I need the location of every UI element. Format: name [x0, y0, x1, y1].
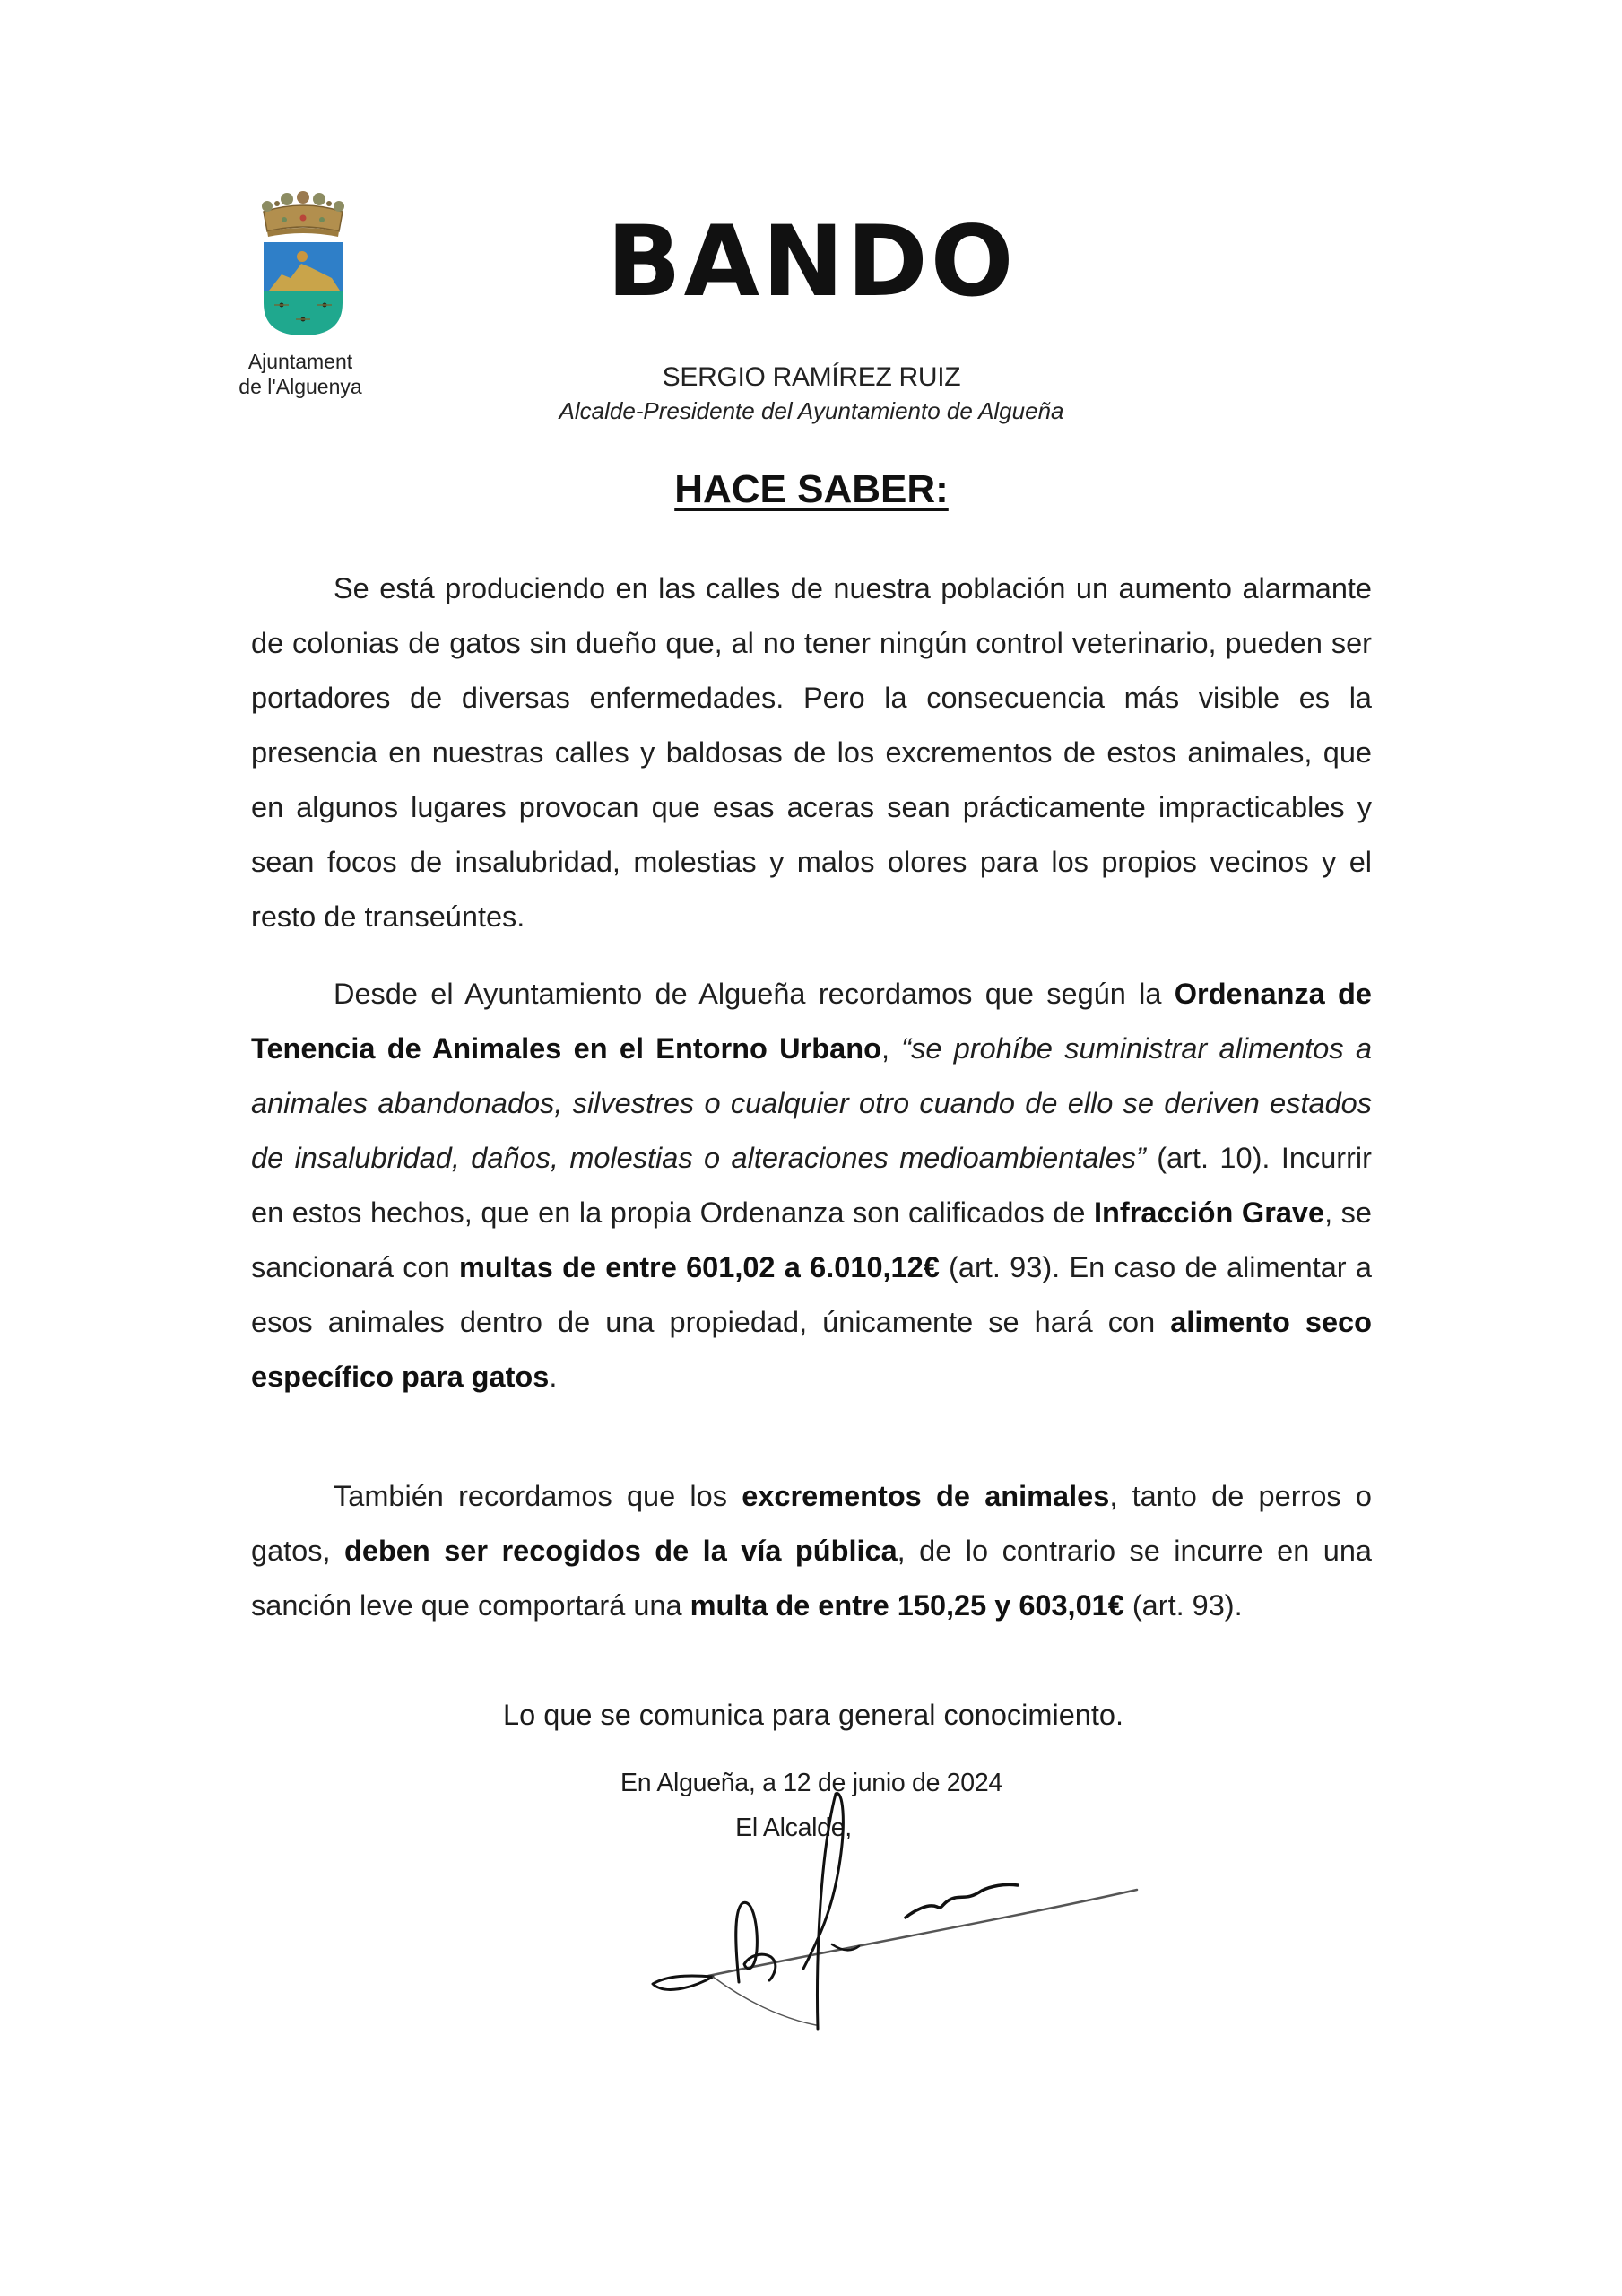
text-run-normal: Desde el Ayuntamiento de Algueña recordamos que según la — [334, 978, 1175, 1010]
text-run-bold: deben ser recogidos de la vía pública — [344, 1535, 898, 1567]
crest-caption-line1: Ajuntament — [247, 350, 353, 373]
paragraph-2 — [251, 967, 1372, 1405]
signature-icon — [628, 1785, 1184, 2045]
text-run-normal: , tanto de perros o gatos, — [251, 1480, 1372, 1567]
text-run-bold: Ordenanza de Tenencia de Animales en el Entorno Urbano — [251, 978, 1372, 1065]
paragraph-3 — [251, 1469, 1372, 1633]
text-run-normal: También recordamos que los — [334, 1480, 742, 1512]
crest-caption-line2: de l'Alguenya — [239, 375, 362, 398]
text-run-bold: alimento seco específico para gatos — [251, 1306, 1372, 1393]
text-run-normal: , — [880, 1032, 902, 1065]
signer-label: El Alcalde, — [735, 1813, 852, 1842]
mayor-title: Alcalde-Presidente del Ayuntamiento de Algueña — [559, 397, 1064, 424]
text-run-normal: , de lo contrario se incurre en una sanción leve que comportará una — [251, 1535, 1372, 1622]
document-title: BANDO — [606, 204, 1017, 318]
closing-statement: Lo que se comunica para general conocimiento. — [503, 1699, 1123, 1731]
text-run-normal: , se sancionará con — [251, 1196, 1373, 1283]
text-run-italic: “se prohíbe suministrar alimentos a animales abandonados, silvestres o cualquier otro cuando de ello se deriven estados de insalubridad, daños, molestias o alteraciones medioambientales” — [251, 1032, 1373, 1174]
text-run-bold: excrementos de animales — [742, 1480, 1110, 1512]
announcement-heading-text: HACE SABER: — [674, 467, 949, 511]
text-run-bold: multas de entre 601,02 a 6.010,12€ — [459, 1251, 940, 1283]
text-run-bold: Infracción Grave — [1094, 1196, 1325, 1229]
text-run-normal: (art. 93). En caso de alimentar a esos animales dentro de una propiedad, únicamente se hará con — [251, 1251, 1373, 1338]
text-run-normal: . — [549, 1361, 558, 1393]
text-run-normal: (art. 10). Incurrir en estos hechos, que en la propia Ordenanza son calificados de — [251, 1142, 1372, 1229]
paragraph-1 — [251, 561, 1372, 944]
municipal-crest-icon — [255, 187, 351, 337]
crown-icon — [262, 191, 344, 237]
date-line: En Algueña, a 12 de junio de 2024 — [620, 1769, 1002, 1797]
text-run-bold: multa de entre 150,25 y 603,01€ — [690, 1589, 1124, 1622]
announcement-heading — [538, 467, 1085, 512]
text-run-normal: Se está produciendo en las calles de nuestra población un aumento alarmante de colonias de gatos sin dueño que, al no tener ningún control veterinario, pueden ser portadores de diversas enfermedades. Pero la consecuencia más visible es la presencia en nuestras calles y baldosas de los excrementos de estos animales, que en algunos lugares provocan que esas aceras sean prácticamente impracticables y sean focos de insalubridad, molestias y malos olores para los propios vecinos y el resto de transeúntes. — [251, 572, 1372, 933]
mayor-name: SERGIO RAMÍREZ RUIZ — [662, 362, 961, 392]
text-run-normal: (art. 93). — [1123, 1589, 1243, 1622]
